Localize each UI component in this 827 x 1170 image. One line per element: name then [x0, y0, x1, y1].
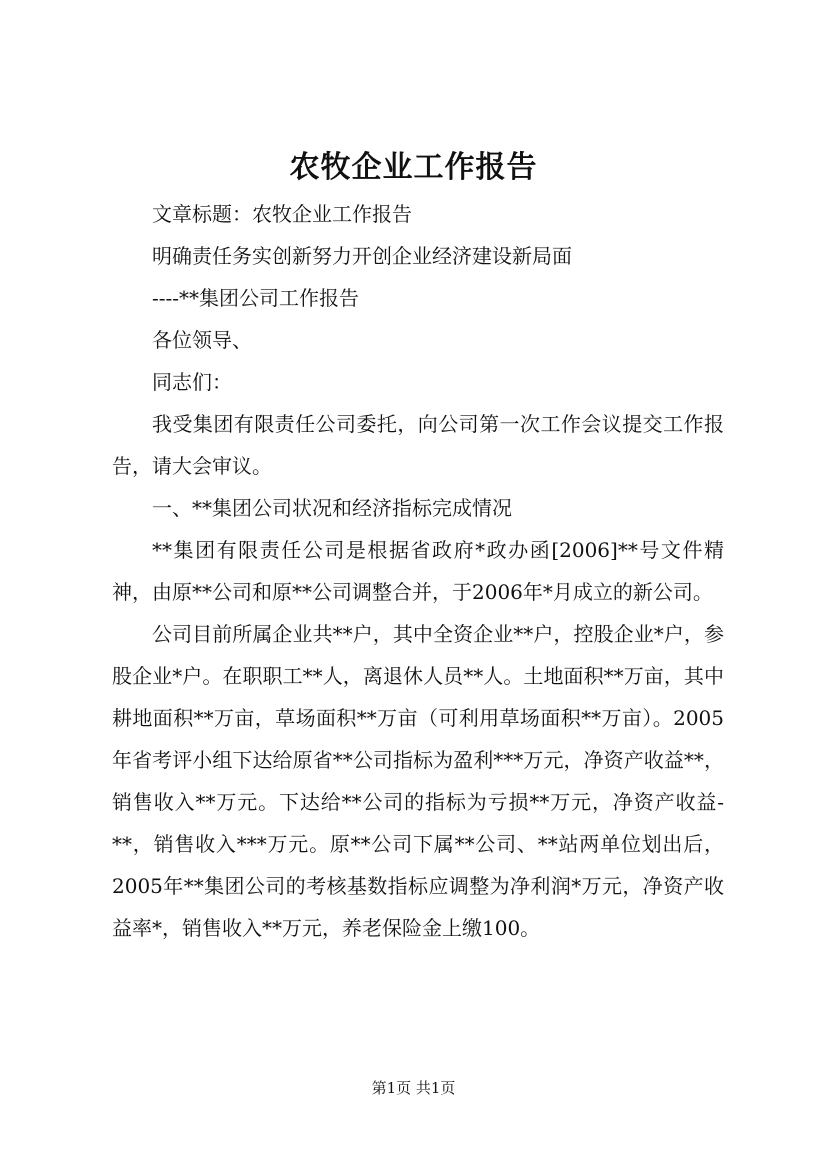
report-source-line: ----**集团公司工作报告 — [152, 286, 360, 310]
body-paragraph: 公司目前所属企业共**户，其中全资企业**户，控股企业*户，参股企业*户。在职职工**人，离退休人员**人。土地面积**万亩，其中耕地面积**万亩，草场面积**万亩（可利用草场面积**万亩）。2005年省考评小组下达给原省**公司指标为盈利***万元，净资产收益**，销售收入**万元。下达给**公司的指标为亏损**万元，净资产收益-**，销售收入***万元。原**公司下属**公司、**站两单位划出后，2005年**集团公司的考核基数指标应调整为净利润*万元，净资产收益率*，销售收入**万元，养老保险金上缴100。 — [112, 622, 724, 940]
subtitle-line: 明确责任务实创新努力开创企业经济建设新局面 — [152, 244, 572, 268]
section-heading: 一、**集团公司状况和经济指标完成情况 — [152, 496, 512, 520]
document-title: 农牧企业工作报告 — [289, 150, 538, 185]
page-footer: 第1页 共1页 — [371, 1079, 456, 1097]
salutation-comrades: 同志们： — [152, 370, 232, 394]
article-title-line: 文章标题：农牧企业工作报告 — [152, 202, 412, 226]
document-body — [112, 193, 724, 949]
body-paragraph: **集团有限责任公司是根据省政府*政办函[2006]**号文件精神，由原**公司和原**公司调整合并，于2006年*月成立的新公司。 — [112, 538, 724, 604]
salutation-leaders: 各位领导、 — [152, 328, 252, 352]
body-paragraph: 我受集团有限责任公司委托，向公司第一次工作会议提交工作报告，请大会审议。 — [112, 412, 724, 478]
